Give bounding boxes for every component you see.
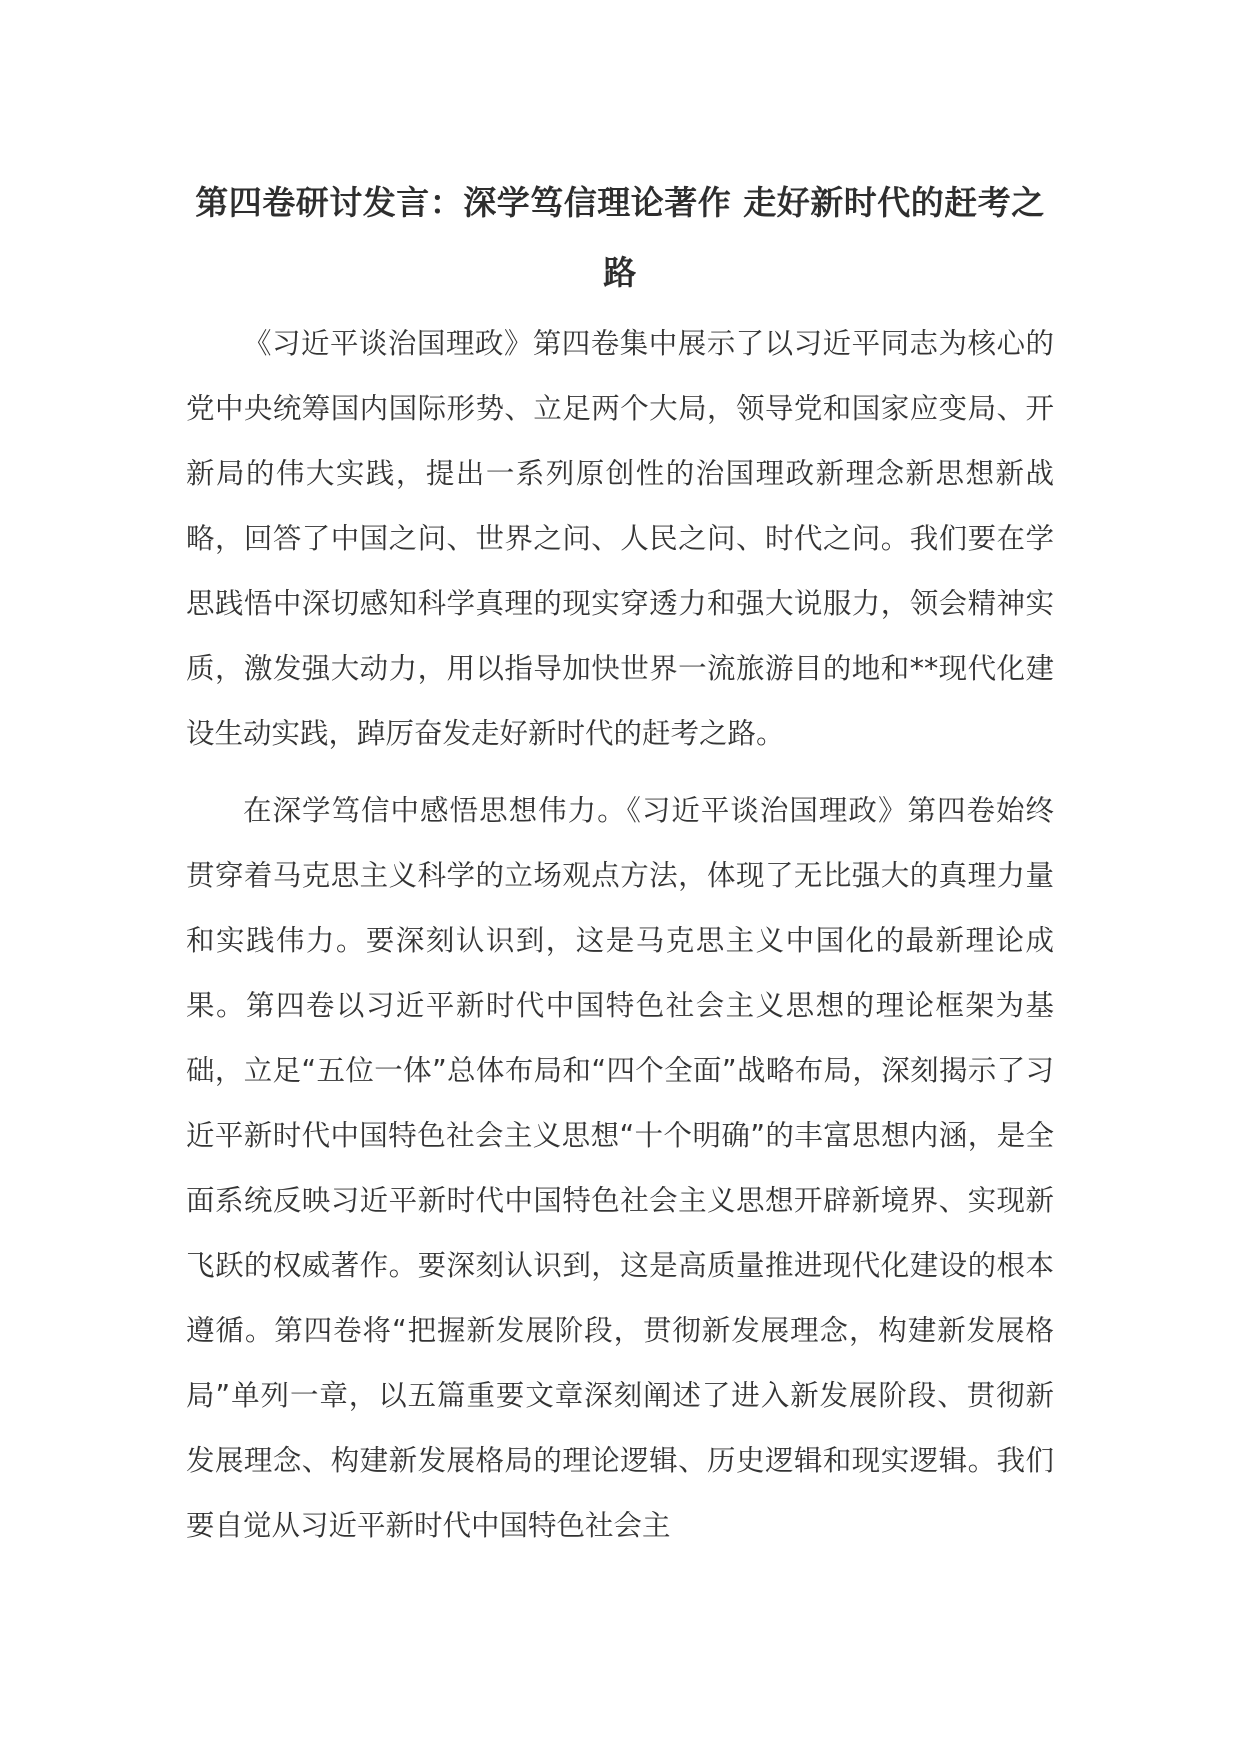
body-paragraph: 在深学笃信中感悟思想伟力。《习近平谈治国理政》第四卷始终贯穿着马克思主义科学的立场观点方法，体现了无比强大的真理力量和实践伟力。要深刻认识到，这是马克思主义中国化的最新理论成果。第四卷以习近平新时代中国特色社会主义思想的理论框架为基础，立足“五位一体”总体布局和“四个全面”战略布局，深刻揭示了习近平新时代中国特色社会主义思想“十个明确”的丰富思想内涵，是全面系统反映习近平新时代中国特色社会主义思想开辟新境界、实现新飞跃的权威著作。要深刻认识到，这是高质量推进现代化建设的根本遵循。第四卷将“把握新发展阶段，贯彻新发展理念，构建新发展格局”单列一章，以五篇重要文章深刻阐述了进入新发展阶段、贯彻新发展理念、构建新发展格局的理论逻辑、历史逻辑和现实逻辑。我们要自觉从习近平新时代中国特色社会主: [186, 794, 1054, 1542]
body-paragraph: 《习近平谈治国理政》第四卷集中展示了以习近平同志为核心的党中央统筹国内国际形势、立足两个大局，领导党和国家应变局、开新局的伟大实践，提出一系列原创性的治国理政新理念新思想新战略，回答了中国之问、世界之问、人民之问、时代之问。我们要在学思践悟中深切感知科学真理的现实穿透力和强大说服力，领会精神实质，激发强大动力，用以指导加快世界一流旅游目的地和**现代化建设生动实践，踔厉奋发走好新时代的赶考之路。: [186, 327, 1054, 750]
document-title: 第四卷研讨发言：深学笃信理论著作 走好新时代的赶考之路: [195, 183, 1045, 292]
